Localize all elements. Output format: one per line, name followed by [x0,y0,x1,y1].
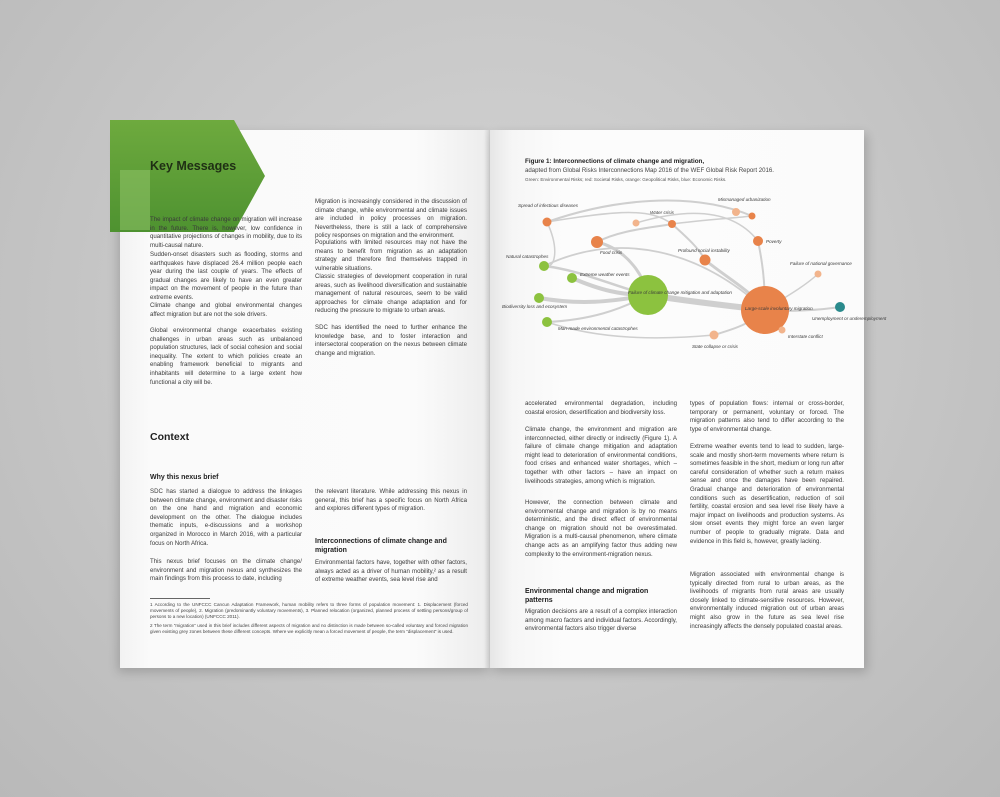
node-food [591,236,603,248]
node-biodiversity [534,293,544,303]
key-message-3: Climate change and global environmental changes affect migration but are not the sole drivers. [150,302,302,318]
why-paragraph-1: SDC has started a dialogue to address the linkages between climate change, environment and disaster risks on the one hand and migration and economic development on the other. The dialogue includes thematic inputs, e-discussions and a workshop organized in Morocco in March 2016, with a particular focus on North Africa. [150,488,302,547]
footnote-2: 2 The term “migration” used in this brief includes different aspects of migration and no distinction is made between so-called voluntary and forced migration given existing grey zones between these different concepts. Where we explicitly mean a forced movement of people, the term “displacement” is used. [150,623,468,634]
node-statecollapse [710,331,719,340]
node-unemployment [835,302,845,312]
label-unemployment: Unemployment or underemployment [812,316,887,321]
environmental-change-heading: Environmental change and migration patterns [525,588,649,604]
figure-title: Figure 1: Interconnections of climate change and migration, [525,158,705,165]
interconnections-diagram [500,190,887,370]
node-water-crisis [668,220,676,228]
key-message-8: SDC has identified the need to further enhance the knowledge base, and to foster interaction and intersectoral cooperation on the nexus between climate change and migration. [315,324,467,357]
label-water: Water crisis [650,210,674,215]
figure-subtitle: adapted from Global Risks Interconnections Map 2016 of the WEF Global Risk Report 2016. [525,167,774,174]
key-message-7: Classic strategies of development cooperation in rural areas, such as livelihood diversification and sustainable management of natural resources, seem to be valid approaches for climate change adaptation and for reducing the pressure to migrate to urban areas. [315,273,467,315]
label-spread: Spread of infectious diseases [518,203,579,208]
right-paragraph-7: Migration associated with environmental change is typically directed from rural to urban areas, as the livelihoods of migrants from rural areas are usually closely linked to climate-sensitive resources. However, environmentally induced migration out of urban areas might also grow in the future as sea level rise increasingly affects the densely populated coastal areas. [690,571,844,630]
left-page [120,130,490,668]
label-failure: Failure of climate change mitigation and adaptation [628,290,732,295]
node-mismanaged [732,208,740,216]
label-extreme: Extreme weather events [580,272,630,277]
key-message-4: Global environmental change exacerbates existing challenges in urban areas such as unbalanced population structures, lack of social cohesion and social inequality. The extent to which policies create an enabling framework beneficial to migrants and inhabitants will determine to a large extent how functional a city will be. [150,327,302,386]
label-poverty: Poverty [766,239,782,244]
key-message-5: Migration is increasingly considered in the discussion of climate change, while environmental and climate issues are included in policy processes on migration. Nevertheless, there is still a lack of comprehensive policy responses on migration and the environment. [315,198,467,240]
figure-legend: Green: Environmental Risks; red: Societal Risks, orange: Geopolitical Risks, blue: Economic Risks. [525,177,727,182]
label-largescale: Large-scale involuntary migration [745,306,813,311]
right-paragraph-3: However, the connection between climate and environmental change and migration is by no means deterministic, and the direct effect of environmental change on migration should not be overestimated. Migration is a multi-causal phenomenon, where climate change acts as an amplifying factor thus adding new complexity to the environment-migration nexus. [525,499,677,558]
node-spread [543,218,552,227]
node-failure [628,275,668,315]
label-mismanaged: Mismanaged urbanization [718,197,771,202]
label-profound: Profound social instability [678,248,730,253]
right-paragraph-6: Extreme weather events tend to lead to sudden, large-scale and mostly short-term movements where return is sometimes feasible in the short, medium or long run after careful consideration of whether such a return makes sense and once the damages have been repaired. Gradual change and deterioration of environmental conditions such as desertification, reduction of soil fertility, coastal erosion and sea level rise likely have a major impact on livelihoods and production systems. As slow onset events they might force an even larger number of people to gradually migrate. Data and evidence in this field is, however, greatly lacking. [690,443,844,545]
label-manmade: Man-made environmental catastrophes [558,326,638,331]
key-message-6: Populations with limited resources may not have the means to benefit from migration as an adaptation strategy and therefore find themselves trapped in vulnerable situations. [315,239,467,272]
node-governance [815,271,822,278]
right-paragraph-1: accelerated environmental degradation, including coastal erosion, desertification and biodiversity loss. [525,400,677,416]
key-message-1: The impact of climate change on migration will increase in the future. There is, however, low confidence in quantitative projections of changes in mobility, due to its multi-causal nature. [150,216,302,249]
right-paragraph-2: Climate change, the environment and migration are interconnected, either directly or indirectly (Figure 1). A failure of climate change mitigation and adaptation might lead to deterioration of environmental conditions, food crises and enhanced water shortages, which – together with other factors – have an impact on livelihoods strategies, among which is migration. [525,426,677,485]
context-heading: Context [150,431,190,443]
footnote-1: 1 According to the UNFCCC Cancun Adaptation Framework, human mobility refers to three forms of population movement: 1. Displacement (forced movements of people), 2. Migration (predominantly voluntary movements), 3. Planned relocation (organized, planned process of settling persons/group of persons to a new location) (UNFCCC 2011). [150,602,468,619]
why-paragraph-3: the relevant literature. While addressing this nexus in general, this brief has a specific focus on North Africa and explores different types of migration. [315,488,467,513]
interconnections-heading: Interconnections of climate change and migration [315,538,447,554]
node-natural [539,261,549,271]
label-biodiversity: Biodiversity loss and ecosystem [502,304,568,309]
node-mismanaged-2 [749,213,756,220]
banner-accent [120,170,150,230]
why-heading: Why this nexus brief [150,474,219,481]
right-page [490,130,887,668]
footnote-rule [150,598,210,599]
key-messages-title: Key Messages [150,159,237,173]
label-natural: Natural catastrophes [506,254,549,259]
node-interstate [779,327,786,334]
right-paragraph-5: types of population flows: internal or cross-border, temporary or permanent, voluntary or forced. The migration patterns also tend to differ according to the type of environmental change. [690,400,844,433]
label-statecollapse: State collapse or crisis [692,344,738,349]
why-paragraph-2: This nexus brief focuses on the climate change/ environment and migration nexus and synthesizes the main findings from this process to date, including [150,558,302,583]
node-extreme [567,273,577,283]
label-governance: Failure of national governance [790,261,852,266]
node-manmade [542,317,552,327]
key-message-2: Sudden-onset disasters such as flooding, storms and earthquakes have displaced 26.4 million people each year during the last couple of years. The effects of gradual changes are likely to have an even greater impact on the movement of people in the future than extreme events. [150,251,302,301]
right-paragraph-4: Migration decisions are a result of a complex interaction among macro factors and individual factors. Accordingly, environmental factors also trigger diverse [525,608,677,633]
node-poverty [753,236,763,246]
label-food: Food crisis [600,250,623,255]
node-water [633,220,640,227]
connection-lines [539,201,840,338]
interconnections-paragraph: Environmental factors have, together with other factors, always acted as a driver of human mobility,² as a result of extreme weather events, sea level rise and [315,559,467,584]
label-interstate: Interstate conflict [788,334,823,339]
node-profound [700,255,711,266]
